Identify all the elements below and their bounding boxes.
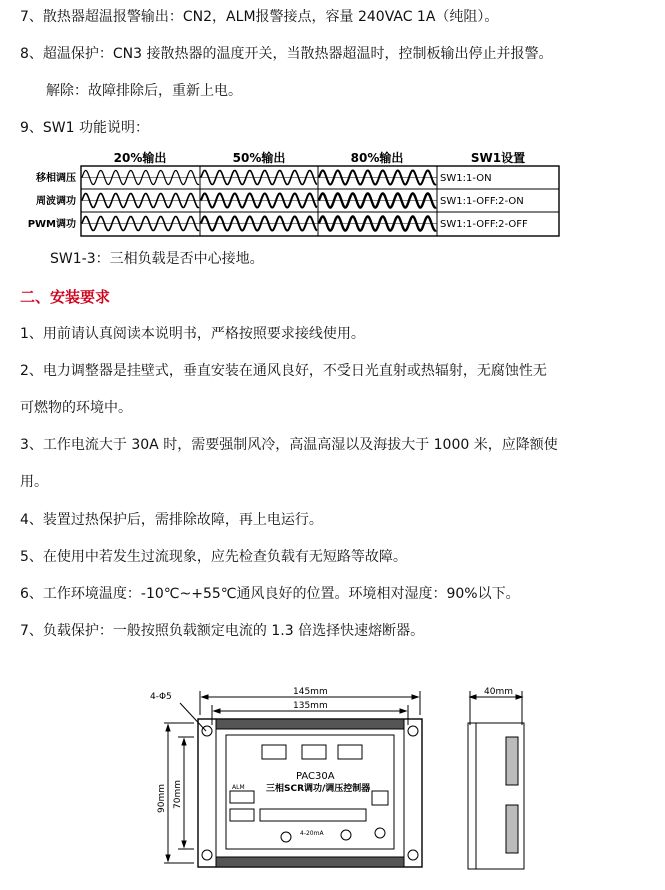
dimension-drawing <box>150 685 570 885</box>
install-item-2: 2、电力调整器是挂壁式，垂直安装在通风良好，不受日光直射或热辐射，无腐蚀性无 <box>20 363 547 379</box>
product-title-label: 三相SCR调功/调压控制器 <box>266 784 371 794</box>
model-label: PAC30A <box>296 771 335 782</box>
depth-label: 40mm <box>484 687 513 697</box>
col-header-80: 80%输出 <box>350 151 404 165</box>
height-outer-label: 90mm <box>157 784 167 813</box>
install-item-5: 5、在使用中若发生过流现象，应先检查负载有无短路等故障。 <box>20 549 407 565</box>
col-header-sw1: SW1设置 <box>470 151 526 165</box>
install-item-4: 4、装置过热保护后，需排除故障，再上电运行。 <box>20 512 323 528</box>
width-outer-label: 145mm <box>293 687 328 697</box>
row-setting-cycle: SW1:1-OFF:2-ON <box>440 196 524 207</box>
col-header-50: 50%输出 <box>232 151 286 165</box>
install-item-1: 1、用前请认真阅读本说明书，严格按照要求接线使用。 <box>20 326 365 342</box>
install-item-6: 6、工作环境温度：-10℃~+55℃通风良好的位置。环境相对湿度：90%以下。 <box>20 586 520 602</box>
install-heading: 二、安装要求 <box>20 288 111 306</box>
col-header-20: 20%输出 <box>113 151 167 165</box>
spec-item-9-sw1: 9、SW1 功能说明： <box>20 120 149 136</box>
row-label-cycle: 周波调功 <box>36 196 76 207</box>
install-item-3: 3、工作电流大于 30A 时，需要强制风冷，高温高湿以及海拔大于 1000 米，应降额使 <box>20 437 558 453</box>
spec-item-8-overtemp: 8、超温保护：CN3 接散热器的温度开关，当散热器超温时，控制板输出停止并报警。 <box>20 46 553 62</box>
current-input-label: 4-20mA <box>300 830 324 837</box>
row-label-pwm: PWM调功 <box>27 219 76 230</box>
spec-item-7-alarm: 7、散热器超温报警输出：CN2，ALM报警接点，容量 240VAC 1A（纯阻）。 <box>20 9 499 25</box>
install-item-7: 7、负载保护：一般按照负载额定电流的 1.3 倍选择快速熔断器。 <box>20 623 425 639</box>
sw1-waveform-table <box>18 150 563 238</box>
height-inner-label: 70mm <box>173 780 183 809</box>
row-label-phase: 移相调压 <box>36 173 76 184</box>
alm-label: ALM <box>232 784 245 791</box>
hole-spec-label: 4-Φ5 <box>150 692 172 702</box>
spec-item-8-release: 解除：故障排除后，重新上电。 <box>46 83 242 99</box>
install-item-3-cont: 用。 <box>20 474 48 490</box>
sw1-3-note: SW1-3：三相负载是否中心接地。 <box>50 251 264 267</box>
row-setting-phase: SW1:1-ON <box>440 173 492 184</box>
row-setting-pwm: SW1:1-OFF:2-OFF <box>440 219 528 230</box>
width-inner-label: 135mm <box>293 701 328 711</box>
install-item-2-cont: 可燃物的环境中。 <box>20 400 132 416</box>
